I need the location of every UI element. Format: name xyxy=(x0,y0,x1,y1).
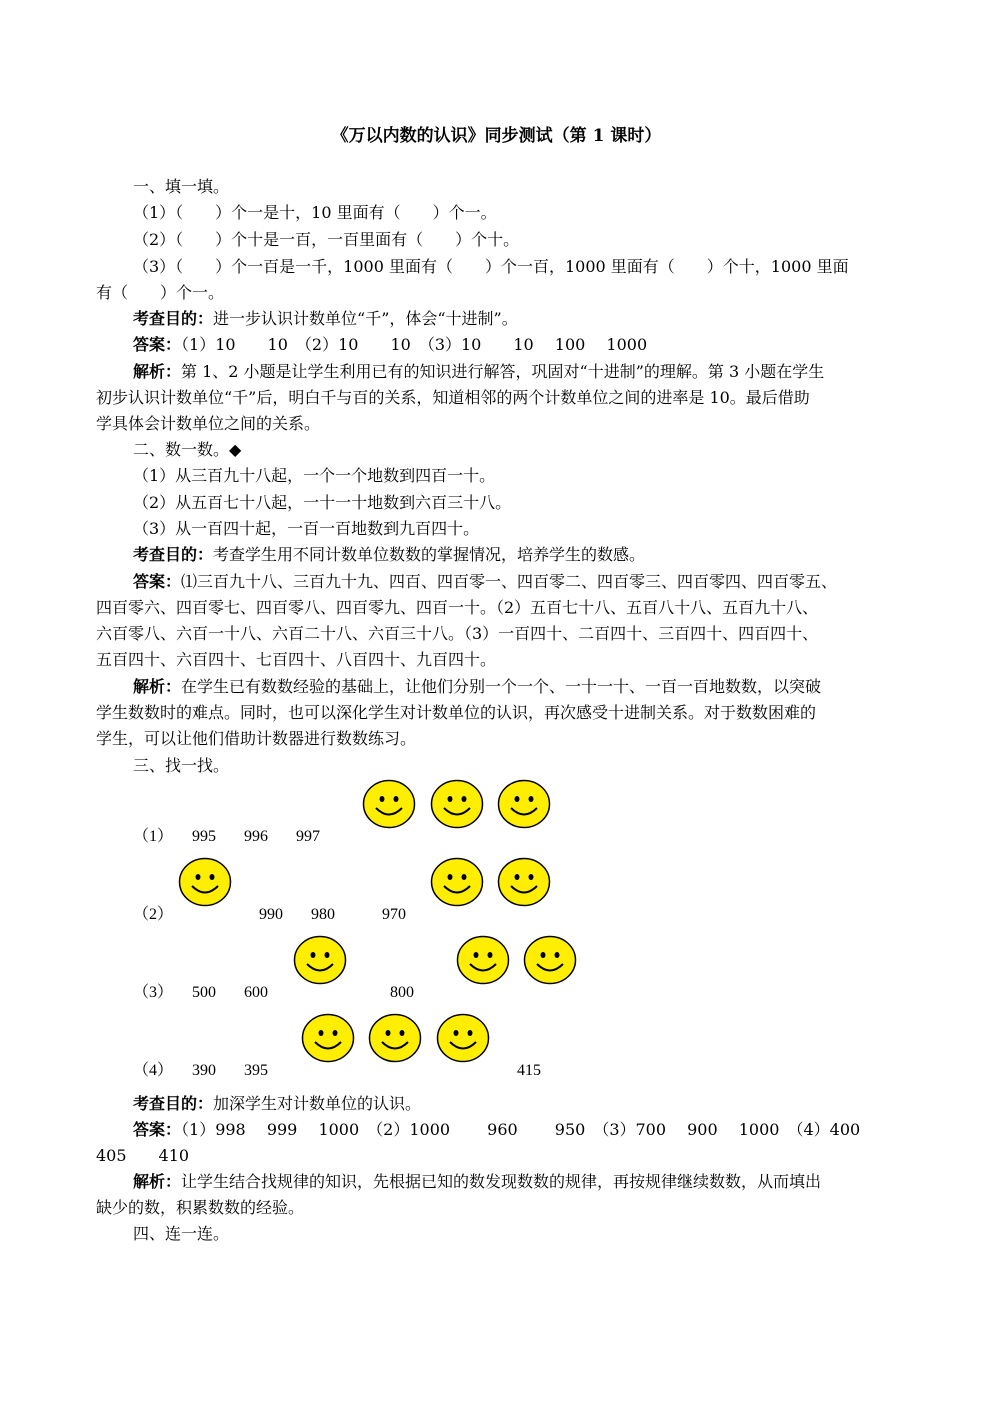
row3-number: 500 xyxy=(192,984,216,1001)
row1-number: 997 xyxy=(296,828,320,845)
smiley-face-icon xyxy=(456,935,510,985)
section2-question-1: （1）从三百九十八起，一个一个地数到四百一十。 xyxy=(133,466,496,485)
answer-text: （1）10 10 （2）10 10 （3）10 10 100 1000 xyxy=(181,335,648,354)
section3-purpose xyxy=(133,1094,421,1114)
purpose-text: 进一步认识计数单位“千”，体会“十进制”。 xyxy=(213,309,518,328)
purpose-text: 加深学生对计数单位的认识。 xyxy=(213,1094,422,1113)
row4-number: 395 xyxy=(244,1062,268,1079)
section1-analysis-line2: 初步认识计数单位“千”后，明白千与百的关系，知道相邻的两个计数单位之间的进率是 10。最后借助 xyxy=(96,388,810,407)
section2-answer-line2: 四百零六、四百零七、四百零八、四百零九、四百一十。（2）五百七十八、五百八十八、五百九十八、 xyxy=(96,598,819,617)
purpose-text: 考查学生用不同计数单位数数的掌握情况，培养学生的数感。 xyxy=(213,545,646,564)
smiley-face-icon xyxy=(523,935,577,985)
row3-number: 600 xyxy=(244,984,268,1001)
row4-label: （4） xyxy=(133,1062,174,1079)
section1-question-1: （1）（ ）个一是十，10 里面有（ ）个一。 xyxy=(133,203,497,222)
section2-heading-text: 二、数一数。 xyxy=(133,440,230,459)
row4-number: 415 xyxy=(517,1062,541,1079)
section3-answer-line1 xyxy=(133,1120,860,1140)
row1-label: （1） xyxy=(133,828,174,845)
smiley-face-icon xyxy=(430,857,484,907)
row3-number: 800 xyxy=(390,984,414,1001)
analysis-text: 让学生结合找规律的知识，先根据已知的数发现数数的规律，再按规律继续数数，从而填出 xyxy=(181,1172,822,1191)
smiley-face-icon xyxy=(362,779,416,829)
section3-analysis-line1 xyxy=(133,1172,821,1192)
row4-number: 390 xyxy=(192,1062,216,1079)
section2-analysis-line2: 学生数数时的难点。同时，也可以深化学生对计数单位的认识，再次感受十进制关系。对于数数困难的 xyxy=(96,703,817,722)
section1-analysis-line3: 学具体会计数单位之间的关系。 xyxy=(96,414,321,433)
section3-heading: 三、找一找。 xyxy=(133,756,230,775)
diamond-icon: ◆ xyxy=(229,440,242,459)
page-title: 《万以内数的认识》同步测试（第 1 课时） xyxy=(331,126,662,146)
section1-analysis-line1 xyxy=(133,362,824,382)
analysis-label: 解析： xyxy=(133,677,182,696)
section2-analysis-line1 xyxy=(133,677,821,697)
purpose-label: 考查目的： xyxy=(133,309,214,328)
section2-heading xyxy=(133,440,241,460)
smiley-face-icon xyxy=(436,1013,490,1063)
row2-number: 970 xyxy=(382,906,406,923)
row3-label: （3） xyxy=(133,984,174,1001)
smiley-face-icon xyxy=(293,935,347,985)
section2-answer-line3: 六百零八、六百一十八、六百二十八、六百三十八。（3）一百四十、二百四十、三百四十、四百四十、 xyxy=(96,624,819,643)
analysis-label: 解析： xyxy=(133,362,182,381)
row2-number: 990 xyxy=(259,906,283,923)
section1-purpose xyxy=(133,309,518,329)
row2-label: （2） xyxy=(133,906,174,923)
section2-analysis-line3: 学生，可以让他们借助计数器进行数数练习。 xyxy=(96,729,417,748)
section3-analysis-line2: 缺少的数，积累数数的经验。 xyxy=(96,1198,305,1217)
section2-answer-line4: 五百四十、六百四十、七百四十、八百四十、九百四十。 xyxy=(96,650,497,669)
section1-question-2: （2）（ ）个十是一百，一百里面有（ ）个十。 xyxy=(133,230,520,249)
answer-text: （1）998 999 1000 （2）1000 960 950 （3）700 900 1000 （4）400 xyxy=(181,1120,861,1139)
section1-answer xyxy=(133,335,647,355)
section2-purpose xyxy=(133,545,645,565)
smiley-face-icon xyxy=(301,1013,355,1063)
smiley-face-icon xyxy=(368,1013,422,1063)
answer-label: 答案： xyxy=(133,572,182,591)
smiley-face-icon xyxy=(178,857,232,907)
analysis-text: 第 1、2 小题是让学生利用已有的知识进行解答，巩固对“十进制”的理解。第 3 小题在学生 xyxy=(181,362,825,381)
section1-heading: 一、填一填。 xyxy=(133,177,230,196)
answer-label: 答案： xyxy=(133,1120,182,1139)
analysis-text: 在学生已有数数经验的基础上，让他们分别一个一个、一十一十、一百一百地数数，以突破 xyxy=(181,677,822,696)
section2-question-2: （2）从五百七十八起，一十一十地数到六百三十八。 xyxy=(133,493,512,512)
smiley-face-icon xyxy=(497,779,551,829)
section4-heading: 四、连一连。 xyxy=(133,1224,230,1243)
row1-number: 996 xyxy=(244,828,268,845)
answer-text: ⑴三百九十八、三百九十九、四百、四百零一、四百零二、四百零三、四百零四、四百零五、 xyxy=(181,572,838,591)
answer-label: 答案： xyxy=(133,335,182,354)
section3-answer-line2: 405 410 xyxy=(96,1146,190,1165)
smiley-face-icon xyxy=(430,779,484,829)
section2-question-3: （3）从一百四十起，一百一百地数到九百四十。 xyxy=(133,519,480,538)
section1-question-3-line1: （3）（ ）个一百是一千，1000 里面有（ ）个一百，1000 里面有（ ）个十，1000 里面 xyxy=(133,257,849,276)
analysis-label: 解析： xyxy=(133,1172,182,1191)
section2-answer-line1 xyxy=(133,572,837,592)
row2-number: 980 xyxy=(311,906,335,923)
row1-number: 995 xyxy=(192,828,216,845)
section1-question-3-line2: 有（ ）个一。 xyxy=(96,283,225,302)
purpose-label: 考查目的： xyxy=(133,1094,214,1113)
smiley-face-icon xyxy=(497,857,551,907)
purpose-label: 考查目的： xyxy=(133,545,214,564)
